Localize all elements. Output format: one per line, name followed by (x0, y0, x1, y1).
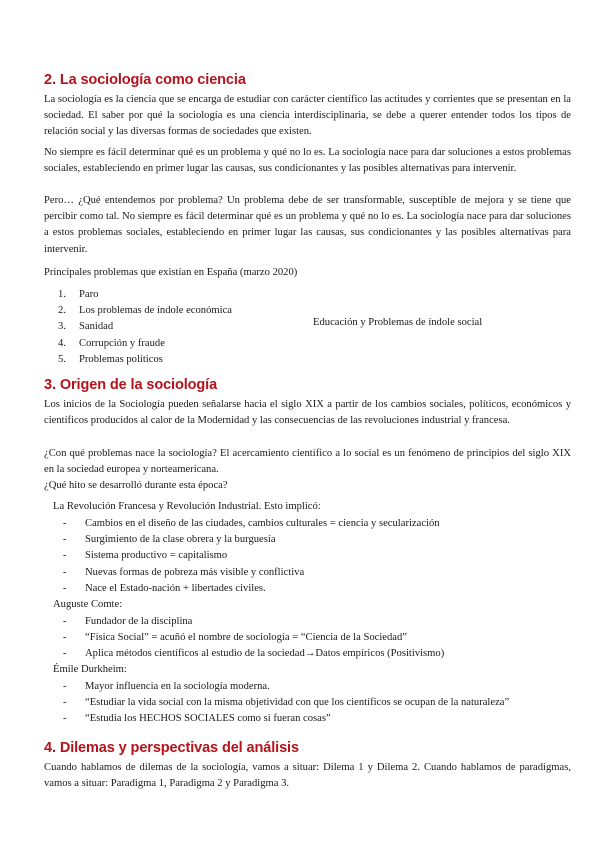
section-4-paragraph-1: Cuando hablamos de dilemas de la sociología, vamos a situar: Dilema 1 y Dilema 2. Cuando hablamos de paradigmas, vamos a situar: Paradigma 1, Paradigma 2 y Paradigma 3. (44, 762, 571, 790)
revolution-list (63, 516, 440, 597)
section-3-heading: 3. Origen de la sociología (44, 377, 218, 393)
side-note: Educación y Problemas de índole social (313, 317, 483, 328)
list-item: - Cambios en el diseño de las ciudades, cambios culturales = ciencia y secularización (63, 518, 440, 529)
comte-list (63, 614, 444, 663)
list-item: - Fundador de la disciplina (63, 616, 193, 627)
list-item: 5. Problemas políticos (58, 353, 163, 365)
list-item: - “Física Social” = acuñó el nombre de sociología = “Ciencia de la Sociedad” (63, 632, 407, 644)
section-3-paragraph-2: ¿Con qué problemas nace la sociología? El acercamiento científico a lo social es un fenómeno de principios del siglo XIX en la sociedad europea y norteamericana. (44, 448, 571, 476)
section-3-question: ¿Qué hito se desarrolló durante esta época? (44, 480, 228, 491)
problems-intro: Principales problemas que existían en España (marzo 2020) (44, 267, 298, 278)
list-item: - “Estudiar la vida social con la misma objetividad con que los científicos se ocupan de la naturaleza” (63, 697, 510, 709)
list-item: 4. Corrupción y fraude (58, 337, 165, 349)
list-item: - Aplica métodos científicos al estudio de la sociedad→Datos empíricos (Positivismo) (63, 648, 445, 660)
list-item: - Mayor influencia en la sociología moderna. (63, 681, 270, 692)
revolution-title: La Revolución Francesa y Revolución Industrial. Esto implicó: (53, 501, 321, 512)
list-item: 3. Sanidad (58, 321, 114, 333)
list-item: - “Estudia los HECHOS SOCIALES como si fueran cosas” (63, 713, 331, 725)
list-item: - Surgimiento de la clase obrera y la burguesía (63, 534, 276, 546)
section-2-heading: 2. La sociología como ciencia (44, 72, 246, 88)
section-2-paragraph-1: La sociología es la ciencia que se encarga de estudiar con carácter científico las actitudes y corrientes que se presentan en la sociedad. El saber por qué la sociología es una ciencia interdisciplinaria, se debe a querer entender todos los tipos de relación social y las diversas formas de sociedades que existen. (44, 94, 571, 138)
list-item: - Sistema productivo = capitalismo (63, 550, 228, 562)
section-2-paragraph-2: No siempre es fácil determinar qué es un problema y qué no lo es. La sociología nace para dar soluciones a estos problemas sociales, estableciendo en primer lugar las causas, sus condicionantes y las posibles alternativas para intervenir. (44, 147, 571, 175)
list-item: 2. Los problemas de índole económica (58, 305, 232, 317)
durkheim-list (63, 679, 509, 728)
list-item: 1. Paro (58, 289, 99, 300)
durkheim-title: Émile Durkheim: (53, 664, 127, 675)
problems-list (44, 287, 232, 368)
section-4-heading: 4. Dilemas y perspectivas del análisis (44, 740, 299, 756)
list-item: - Nuevas formas de pobreza más visible y conflictiva (63, 566, 305, 578)
section-3-paragraph-1: Los inicios de la Sociología pueden señalarse hacia el siglo XIX a partir de los cambios sociales, políticos, económicos y científicos producidos al calor de la Modernidad y las consecuencias de las revoluciones industrial y francesa. (44, 399, 571, 427)
list-item: - Nace el Estado-nación + libertades civiles. (63, 582, 266, 594)
section-2-paragraph-3: Pero… ¿Qué entendemos por problema? Un problema debe de ser transformable, susceptible de mejora y se tiene que percibir como tal. No siempre es fácil determinar qué es un problema y qué no lo es. La sociología nace para dar soluciones a estos problemas sociales, estableciendo en primer lugar las causas, sus condicionantes y las posibles alternativas para intervenir. (44, 195, 571, 255)
comte-title: Auguste Comte: (53, 599, 123, 610)
